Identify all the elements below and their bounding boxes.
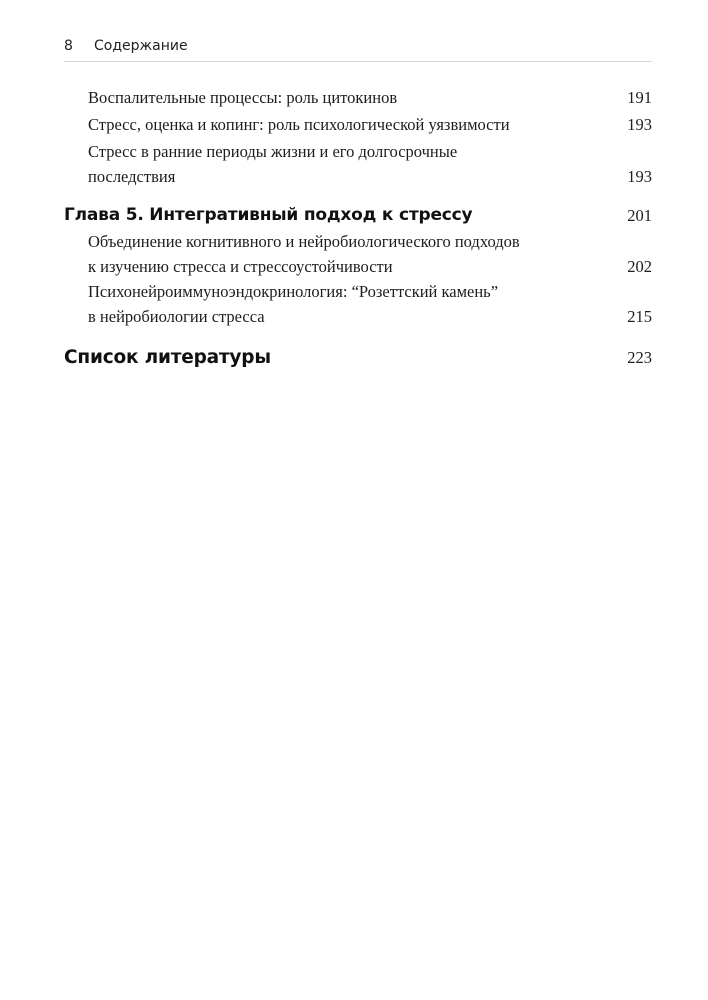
toc-entry-title xyxy=(88,279,498,329)
header-rule xyxy=(64,61,652,62)
toc-entry-line: в нейробиологии стресса xyxy=(88,307,265,326)
toc-entry-page: 201 xyxy=(627,206,652,225)
toc-entry-title xyxy=(88,139,457,189)
toc-entry-page: 191 xyxy=(627,88,652,107)
toc-entry-title xyxy=(88,112,510,137)
toc-entry-page: 223 xyxy=(627,348,652,367)
toc-entry-line: Стресс в ранние периоды жизни и его долгосрочные xyxy=(88,142,458,161)
page-number: 8 xyxy=(64,38,73,54)
running-head xyxy=(64,38,188,54)
toc-entry-title xyxy=(88,229,520,279)
toc-entry-page: 193 xyxy=(627,115,652,134)
toc-entry-line: к изучению стресса и стрессоустойчивости xyxy=(88,257,393,276)
toc-entry-line: Список литературы xyxy=(64,347,271,368)
toc-entry-line: Глава 5. Интегративный подход к стрессу xyxy=(64,205,473,225)
toc-entry-page: 202 xyxy=(627,257,652,276)
toc-entry-line: последствия xyxy=(88,167,176,186)
toc-major-title xyxy=(64,345,271,370)
toc-entry-line: Воспалительные процессы: роль цитокинов xyxy=(88,88,398,107)
toc-entry-line: Объединение когнитивного и нейробиологического подходов xyxy=(88,232,520,251)
toc-entry-title xyxy=(88,85,397,110)
toc-chapter-title xyxy=(64,203,472,228)
toc-entry-line: Психонейроиммуноэндокринология: “Розеттский камень” xyxy=(88,282,499,301)
toc-entry-line: Стресс, оценка и копинг: роль психологической уязвимости xyxy=(88,115,510,134)
section-title: Содержание xyxy=(94,38,188,54)
toc-entry-page: 193 xyxy=(627,167,652,186)
toc-entry-page: 215 xyxy=(627,307,652,326)
